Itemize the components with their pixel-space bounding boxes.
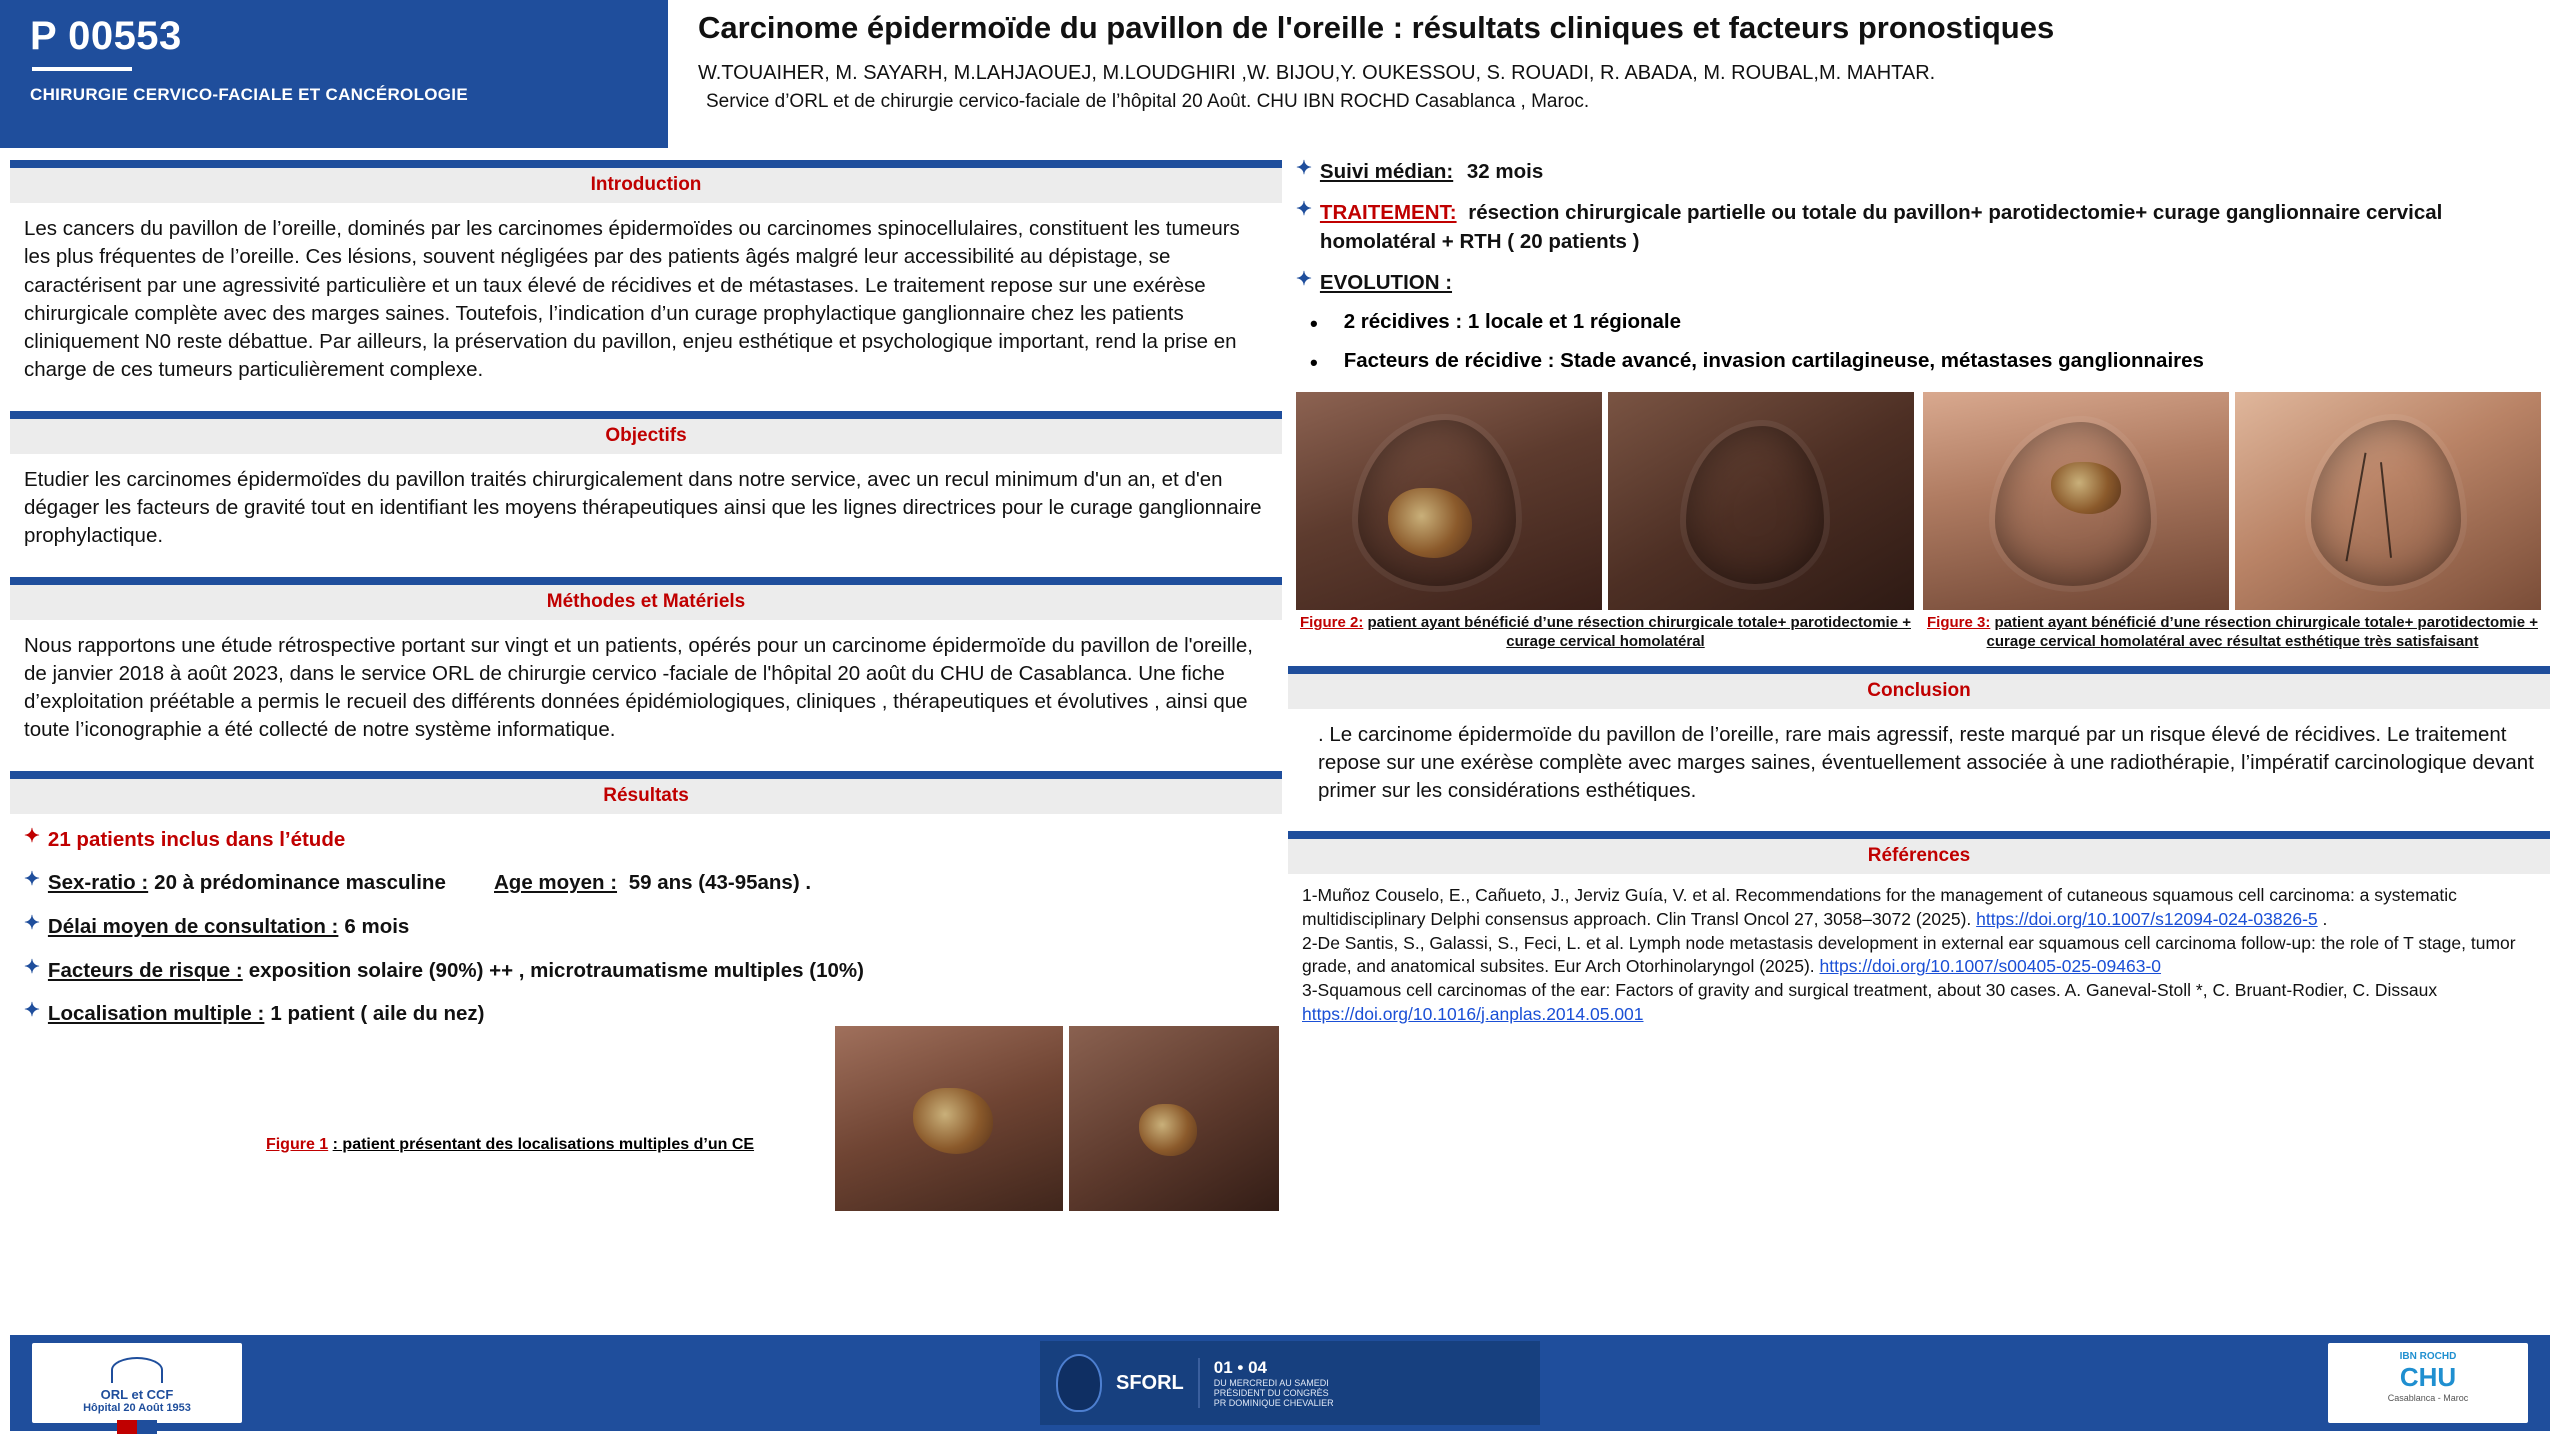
evolution-point	[1296, 310, 2542, 335]
lesion-region	[1139, 1104, 1197, 1156]
result-item	[24, 869, 1272, 897]
figure3-block	[1923, 392, 2542, 652]
diamond-bullet-icon: ✦	[24, 1000, 40, 1022]
bullet-label: EVOLUTION :	[1319, 270, 1453, 294]
chu-logo-sub: Casablanca - Maroc	[2387, 1393, 2469, 1403]
section-bar	[1288, 666, 2550, 674]
section-body-conclusion: . Le carcinome épidermoïde du pavillon de l’oreille, rare mais agressif, reste marqué par un risque élevé de récidives. Le traitement repose sur une exérèse complète avec marges saines, éventuellement associée à une radiothérapie, l’impératif carcinologique devant primer sur les considérations esthétiques.	[1318, 722, 2534, 803]
reference-item	[1302, 932, 2538, 979]
clinical-photo	[1923, 392, 2229, 610]
result-label: Facteurs de risque :	[47, 958, 243, 982]
dot-bullet-icon: •	[1310, 350, 1318, 376]
age-moyen-label: Age moyen :	[494, 871, 618, 895]
section-title-resultats: Résultats	[10, 779, 1282, 814]
age-moyen-block	[494, 869, 811, 897]
orl-emblem-icon	[111, 1357, 163, 1383]
section-title-objectifs: Objectifs	[10, 419, 1282, 454]
figure1-caption	[205, 1136, 815, 1154]
left-column	[10, 160, 1282, 1240]
figure2-caption-text: patient ayant bénéficié d’une résection chirurgicale totale+ parotidectomie + curage cervical homolatéral	[1367, 614, 1911, 650]
lesion-region	[913, 1088, 993, 1154]
evolution-point-text: Facteurs de récidive : Stade avancé, invasion cartilagineuse, métastases ganglionnaires	[1343, 349, 2204, 373]
section-body-introduction: Les cancers du pavillon de l’oreille, dominés par les carcinomes épidermoïdes ou carcinomes spinocellulaires, constituent les tumeurs les plus fréquentes de l’oreille. Ces lésions, souvent négligées par des patients âgés malgré leur accessibilité au dépistage, se caractérisent par une agressivité particulière et un taux élevé de récidives et de métastases. Le traitement repose sur une exérèse chirurgicale complète avec des marges saines. Toutefois, l’indication d’un curage prophylactique ganglionnaire chez les patients cliniquement N0 reste débattue. Par ailleurs, la préservation du pavillon, enjeu esthétique et psychologique important, rend la prise en charge de ces tumeurs particulièrement complexe.	[24, 217, 1240, 382]
right-bullets	[1288, 152, 2550, 374]
result-text: 21 patients inclus dans l’étude	[47, 827, 346, 851]
result-text: 1 patient ( aile du nez)	[270, 1002, 485, 1026]
result-text: 6 mois	[344, 915, 410, 938]
bullet-evolution	[1296, 269, 2542, 297]
figure3-images	[1923, 392, 2542, 610]
diamond-bullet-icon: ✦	[24, 956, 40, 978]
reference-tail: .	[2317, 909, 2328, 930]
reference-text: 1-Muñoz Couselo, E., Cañueto, J., Jerviz Guía, V. et al. Recommendations for the management of cutaneous squamous cell carcinoma: a systematic multidisciplinary Delphi consensus approach. Clin Transl Oncol 27, 3058–3072 (2025).	[1302, 885, 2457, 930]
page-title: Carcinome épidermoïde du pavillon de l'oreille : résultats cliniques et facteurs pronostiques	[698, 10, 2055, 45]
references-list	[1288, 874, 2550, 1032]
right-column	[1288, 152, 2550, 1048]
section-bar	[1288, 831, 2550, 839]
diamond-bullet-icon: ✦	[24, 825, 40, 847]
section-introduction	[10, 160, 1282, 395]
congress-dates: 01 • 04	[1213, 1358, 1267, 1377]
ear-region	[1680, 420, 1830, 590]
bullet-label: TRAITEMENT:	[1319, 201, 1457, 225]
evolution-point-text: 2 récidives : 1 locale et 1 régionale	[1343, 310, 1681, 334]
figures-row	[1288, 388, 2550, 652]
clinical-photo	[835, 1026, 1063, 1211]
divider	[1198, 1358, 1200, 1408]
flag-icon	[117, 1420, 157, 1434]
poster-code: P 00553	[30, 14, 182, 58]
diamond-bullet-icon: ✦	[1296, 199, 1312, 221]
figure2-block	[1296, 392, 1915, 652]
section-bar	[10, 771, 1282, 779]
congress-logo-text: SFORL	[1116, 1371, 1184, 1394]
reference-item	[1302, 884, 2538, 931]
bullet-label: Suivi médian:	[1319, 160, 1454, 183]
section-conclusion	[1288, 666, 2550, 816]
section-title-introduction: Introduction	[10, 168, 1282, 203]
hospital-logo	[32, 1343, 242, 1423]
result-text: exposition solaire (90%) ++ , microtraumatisme multiples (10%)	[248, 958, 864, 982]
clinical-photo	[1069, 1026, 1279, 1211]
congress-president-name: PR DOMINIQUE CHEVALIER	[1213, 1398, 1334, 1408]
poster-header	[0, 0, 2560, 148]
figure3-label: Figure 3:	[1926, 614, 1991, 632]
result-label: Sex-ratio :	[47, 871, 149, 895]
section-bar	[10, 577, 1282, 585]
congress-face-icon	[1056, 1354, 1102, 1412]
header-divider	[32, 67, 132, 71]
section-body-methodes: Nous rapportons une étude rétrospective portant sur vingt et un patients, opérés pour un carcinome épidermoïde du pavillon de l'oreille, de janvier 2018 à août 2023, dans le service ORL de chirurgie cervico -faciale de l'hôpital 20 août du CHU de Casablanca. Une fiche d’exploitation préétable a permis le recueil des différents données épidémiologiques, cliniques , thérapeutiques et évolutives , ainsi que toute l’iconographie a été collecté de notre système informatique.	[24, 633, 1253, 742]
bullet-value: 32 mois	[1466, 160, 1544, 183]
clinical-photo	[1608, 392, 1914, 610]
result-label: Délai moyen de consultation :	[47, 915, 339, 938]
clinical-photo	[2235, 392, 2541, 610]
section-resultats	[10, 771, 1282, 1224]
header-titleblock	[668, 0, 2560, 148]
figure3-caption	[1923, 614, 2542, 652]
result-label: Localisation multiple :	[47, 1002, 265, 1026]
result-item	[24, 826, 1272, 854]
figure2-images	[1296, 392, 1915, 610]
hospital-logo-line2: Hôpital 20 Août 1953	[83, 1402, 191, 1414]
section-body-objectifs: Etudier les carcinomes épidermoïdes du pavillon traités chirurgicalement dans notre service, avec un recul minimum d'un an, et d'en dégager les facteurs de gravité tout en identifiant les moyens thérapeutiques ainsi que les lignes directrices pour le curage ganglionnaire prophylactique.	[24, 467, 1262, 548]
congress-days: DU MERCREDI AU SAMEDI	[1213, 1378, 1329, 1388]
chu-logo-text: CHU	[2399, 1362, 2457, 1392]
chu-logo-top: IBN ROCHD	[2399, 1351, 2457, 1362]
section-title-methodes: Méthodes et Matériels	[10, 585, 1282, 620]
diamond-bullet-icon: ✦	[1296, 158, 1312, 179]
figure2-label: Figure 2:	[1299, 614, 1364, 632]
section-title-references: Références	[1288, 839, 2550, 874]
figure1-label: Figure 1	[265, 1136, 329, 1154]
figure1-caption-text: : patient présentant des localisations multiples d’un CE	[332, 1136, 755, 1154]
header-badge	[0, 0, 668, 148]
section-title-conclusion: Conclusion	[1288, 674, 2550, 709]
figure1-images	[835, 1026, 1279, 1211]
reference-text: 2-De Santis, S., Galassi, S., Feci, L. et al. Lymph node metastasis development in external ear squamous cell carcinoma follow-up: the role of T stage, tumor grade, and anatomical subsites. Eur Arch Otorhinolaryngol (2025).	[1302, 932, 2516, 977]
age-moyen-value: 59 ans (43-95ans) .	[628, 871, 812, 895]
congress-president-label: PRÉSIDENT DU CONGRÈS	[1213, 1388, 1329, 1398]
diamond-bullet-icon: ✦	[1296, 268, 1312, 290]
figure2-caption	[1296, 614, 1915, 652]
reference-link[interactable]: https://doi.org/10.1007/s12094-024-03826-5	[1976, 909, 2318, 930]
result-item	[24, 1000, 1272, 1028]
hospital-logo-line1: ORL et CCF	[100, 1387, 174, 1402]
evolution-point	[1296, 349, 2542, 374]
poster-category: CHIRURGIE CERVICO-FACIALE ET CANCÉROLOGIE	[30, 85, 468, 104]
poster-footer	[10, 1335, 2550, 1431]
authors-line: W.TOUAIHER, M. SAYARH, M.LAHJAOUEJ, M.LOUDGHIRI ,W. BIJOU,Y. OUKESSOU, S. ROUADI, R. ABADA, M. ROUBAL,M. MAHTAR.	[698, 61, 1936, 84]
bullet-value: résection chirurgicale partielle ou totale du pavillon+ parotidectomie+ curage ganglionnaire cervical homolatéral + RTH ( 20 patients )	[1319, 201, 2443, 253]
results-list	[10, 814, 1282, 1028]
result-item	[24, 957, 1272, 985]
diamond-bullet-icon: ✦	[24, 913, 40, 934]
section-methodes	[10, 577, 1282, 755]
bullet-traitement	[1296, 199, 2542, 256]
reference-link[interactable]: https://doi.org/10.1016/j.anplas.2014.05.001	[1302, 1003, 1644, 1024]
section-bar	[10, 160, 1282, 168]
dot-bullet-icon: •	[1310, 311, 1318, 337]
reference-item	[1302, 979, 2538, 1026]
congress-banner	[1040, 1341, 1540, 1425]
section-objectifs	[10, 411, 1282, 561]
diamond-bullet-icon: ✦	[24, 869, 40, 891]
affiliation-line: Service d’ORL et de chirurgie cervico-faciale de l’hôpital 20 Août. CHU IBN ROCHD Casablanca , Maroc.	[706, 90, 1590, 112]
section-bar	[10, 411, 1282, 419]
chu-logo	[2328, 1343, 2528, 1423]
reference-link[interactable]: https://doi.org/10.1007/s00405-025-09463-0	[1819, 956, 2162, 977]
clinical-photo	[1296, 392, 1602, 610]
bullet-suivi-median	[1296, 158, 2542, 186]
figure3-caption-text: patient ayant bénéficié d’une résection chirurgicale totale+ parotidectomie + curage cervical homolatéral avec résultat esthétique très satisfaisant	[1986, 614, 2538, 650]
result-item	[24, 913, 1272, 941]
result-text: 20 à prédominance masculine	[154, 871, 446, 895]
reference-text: 3-Squamous cell carcinomas of the ear: Factors of gravity and surgical treatment, about 30 cases. A. Ganeval-Stoll *, C. Bruant-Rodier, C. Dissaux	[1302, 979, 2438, 1000]
section-references	[1288, 831, 2550, 1032]
